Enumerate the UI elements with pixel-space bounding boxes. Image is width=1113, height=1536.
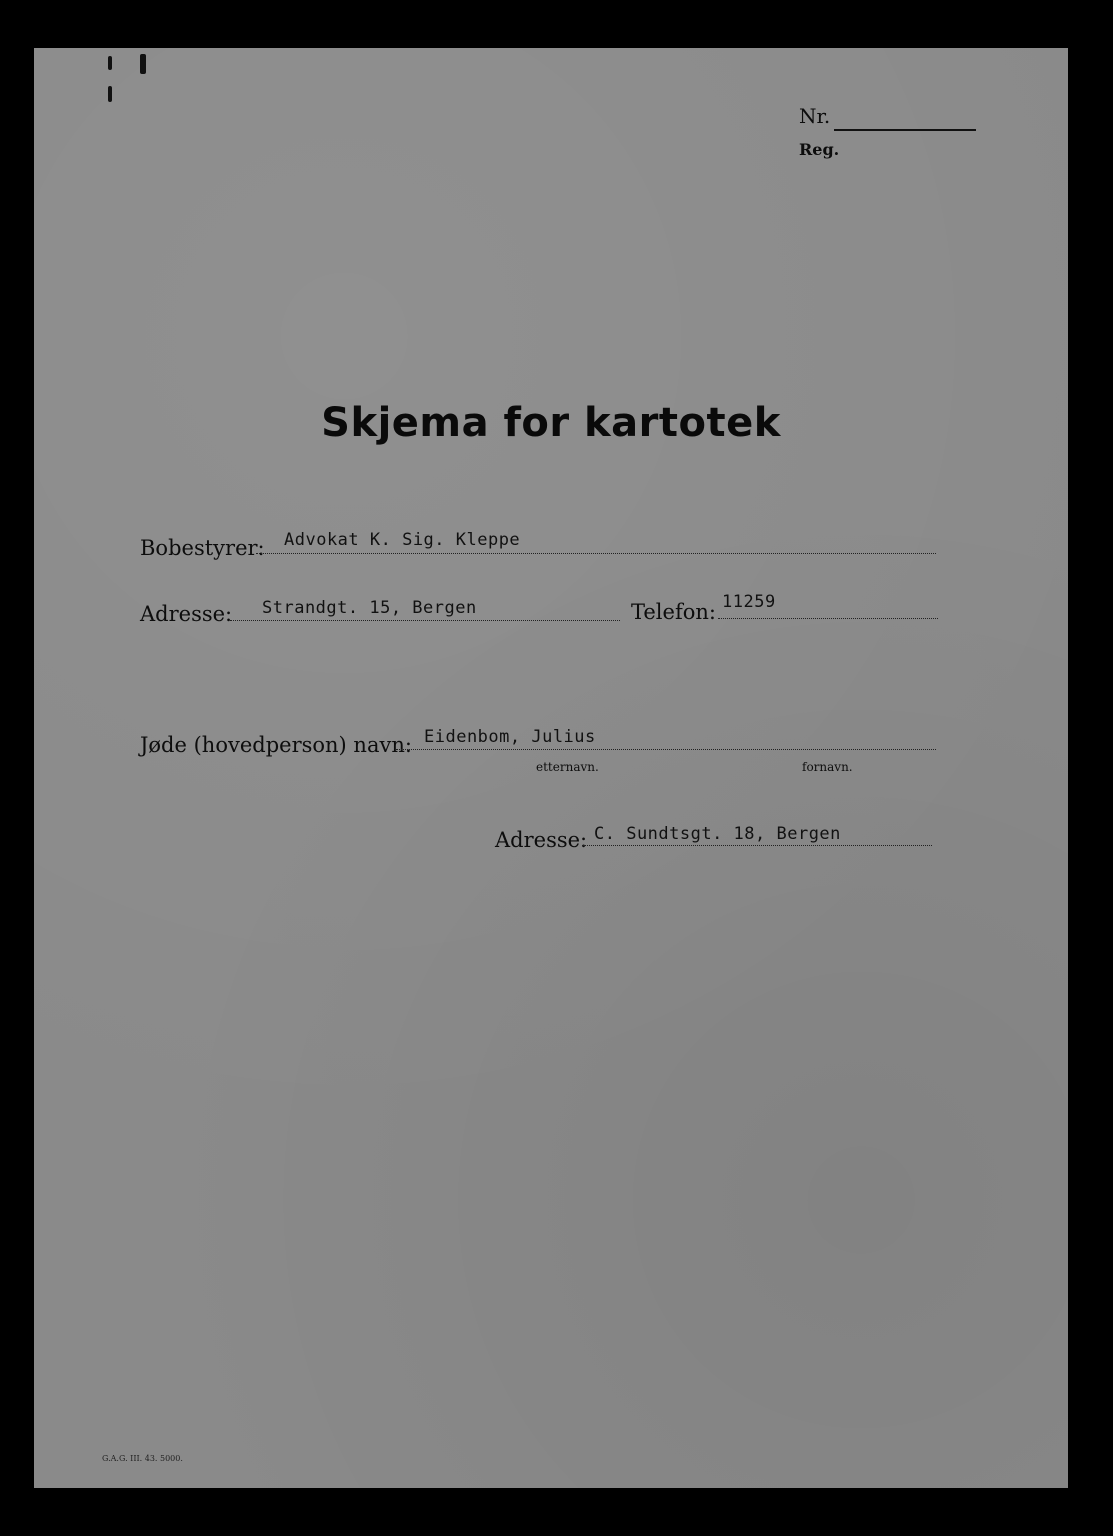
bobestyrer-label: Bobestyrer: [140,536,265,560]
adresse-label: Adresse: [140,602,233,626]
adresse-value: Strandgt. 15, Bergen [262,598,477,618]
telefon-label: Telefon: [631,600,716,624]
nr-underline [834,129,976,131]
form-title: Skjema for kartotek [321,400,781,446]
telefon-dotted-line [718,618,938,619]
print-code: G.A.G. III. 43. 5000. [102,1454,183,1463]
jode-dotted-line [396,749,936,750]
punch-mark [108,56,112,70]
jode-value: Eidenbom, Julius [424,727,596,747]
archive-form-card [34,48,1068,1488]
jode-label: Jøde (hovedperson) navn: [140,733,412,757]
adresse2-value: C. Sundtsgt. 18, Bergen [594,824,841,844]
etternavn-caption: etternavn. [536,760,599,774]
reg-label: Reg. [799,140,840,159]
adresse-dotted-line [230,620,620,621]
bobestyrer-dotted-line [256,553,936,554]
fornavn-caption: fornavn. [802,760,853,774]
telefon-value: 11259 [722,592,776,612]
nr-label: Nr. [799,104,831,128]
bobestyrer-value: Advokat K. Sig. Kleppe [284,530,521,550]
punch-mark [140,54,146,74]
punch-mark [108,86,112,102]
adresse2-label: Adresse: [495,828,588,852]
adresse2-dotted-line [582,845,932,846]
